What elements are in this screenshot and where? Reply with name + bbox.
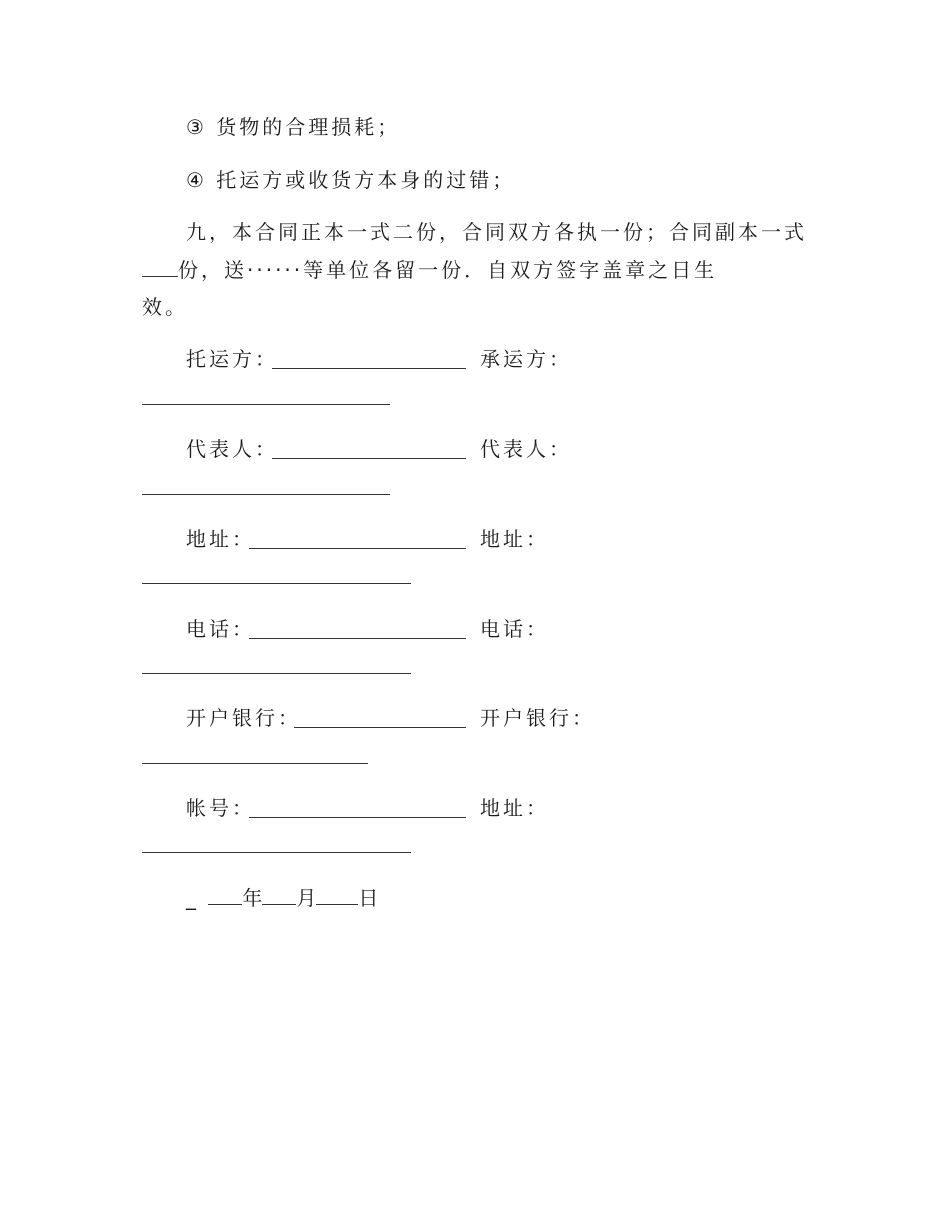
bank-right-label: 开户银行： <box>480 706 595 730</box>
bank-left-row <box>186 704 301 732</box>
copies-blank <box>142 256 178 277</box>
addr-right-row <box>480 525 549 553</box>
account-left-row <box>186 794 255 822</box>
phone-left-row <box>186 615 255 643</box>
carrier-label: 承运方： <box>480 347 572 371</box>
day-label: 日 <box>358 886 379 910</box>
addr-left-blank <box>249 548 466 549</box>
carrier-blank <box>142 404 390 405</box>
phone-left-label: 电话： <box>186 617 255 641</box>
bank-right-row <box>480 704 595 732</box>
account-left-blank <box>249 817 466 818</box>
clause-9-text-1: 九，本合同正本一式二份，合同双方各执一份；合同副本一式 <box>186 220 807 244</box>
day-blank <box>316 884 358 905</box>
clause-9-text-3: 效。 <box>142 295 188 319</box>
rep-right-label: 代表人： <box>480 437 572 461</box>
clause-9-text-2: 份，送······等单位各留一份．自双方签字盖章之日生 <box>178 258 718 282</box>
rep-right-blank <box>142 494 390 495</box>
account-right-row <box>480 794 549 822</box>
addr-right-label: 地址： <box>480 527 549 551</box>
clause-9-line-1 <box>186 218 807 246</box>
shipper-blank <box>272 368 466 369</box>
item-3-text: ③ 货物的合理损耗； <box>186 115 401 139</box>
shipper-row <box>186 345 278 373</box>
bank-left-label: 开户银行： <box>186 706 301 730</box>
bank-right-blank <box>142 763 368 764</box>
carrier-row <box>480 345 572 373</box>
rep-left-blank <box>272 458 466 459</box>
addr-left-label: 地址： <box>186 527 255 551</box>
item-3 <box>186 113 400 141</box>
account-left-label: 帐号： <box>186 796 255 820</box>
rep-left-label: 代表人： <box>186 437 278 461</box>
phone-left-blank <box>249 638 466 639</box>
date-prefix: _ <box>186 886 196 910</box>
phone-right-row <box>480 615 549 643</box>
year-blank <box>208 884 242 905</box>
rep-right-row <box>480 435 572 463</box>
month-label: 月 <box>296 886 317 910</box>
year-label: 年 <box>242 886 263 910</box>
clause-9-line-3 <box>142 293 188 321</box>
phone-right-blank <box>142 673 411 674</box>
shipper-label: 托运方： <box>186 347 278 371</box>
item-4 <box>186 166 515 194</box>
addr-left-row <box>186 525 255 553</box>
month-blank <box>262 884 296 905</box>
account-right-blank <box>142 852 411 853</box>
account-right-label: 地址： <box>480 796 549 820</box>
bank-left-blank <box>294 727 466 728</box>
rep-left-row <box>186 435 278 463</box>
clause-9-line-2 <box>142 256 717 284</box>
item-4-text: ④ 托运方或收货方本身的过错； <box>186 168 516 192</box>
addr-right-blank <box>142 583 411 584</box>
phone-right-label: 电话： <box>480 617 549 641</box>
date-line <box>186 884 378 912</box>
